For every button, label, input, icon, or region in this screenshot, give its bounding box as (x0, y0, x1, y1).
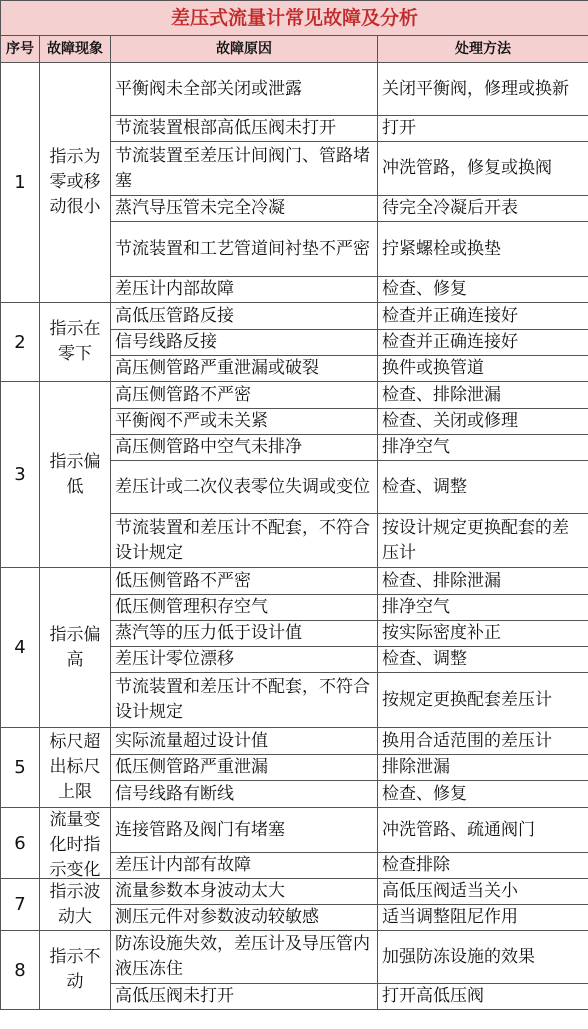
fault-cause: 低压侧管理积存空气 (111, 595, 378, 621)
group-number: 4 (1, 568, 40, 728)
fault-cause: 节流装置至差压计间阀门、管路堵塞 (111, 142, 378, 196)
fault-cause: 节流装置根部高低压阀未打开 (111, 116, 378, 142)
fault-cause: 差压计零位漂移 (111, 647, 378, 673)
fault-symptom-cell (40, 808, 111, 879)
table-row (1, 728, 588, 755)
fault-cause: 蒸汽等的压力低于设计值 (111, 621, 378, 647)
table-title: 差压式流量计常见故障及分析 (1, 1, 588, 36)
fix-method: 换件或换管道 (378, 356, 588, 382)
fault-cause: 高压侧管路严重泄漏或破裂 (111, 356, 378, 382)
fix-method: 按设计规定更换配套的差压计 (378, 514, 588, 568)
fix-method: 适当调整阻尼作用 (378, 905, 588, 931)
table-row (1, 931, 588, 984)
group-number: 8 (1, 931, 40, 1010)
fix-method: 打开 (378, 116, 588, 142)
fix-method: 排净空气 (378, 595, 588, 621)
fault-symptom: 指示偏低 (40, 382, 111, 568)
fault-cause: 信号线路有断线 (111, 781, 378, 808)
fault-cause: 蒸汽导压管未完全冷凝 (111, 196, 378, 222)
title-row (1, 1, 588, 36)
fault-cause: 差压计或二次仪表零位失调或变位 (111, 461, 378, 514)
header-method: 处理方法 (378, 36, 588, 63)
fault-symptom: 流量变化时指示变化 (49, 810, 101, 878)
fix-method: 检查、调整 (378, 461, 588, 514)
fault-cause: 高压侧管路中空气未排净 (111, 435, 378, 461)
fix-method: 按规定更换配套差压计 (378, 673, 588, 728)
fault-cause: 差压计内部有故障 (111, 853, 378, 879)
header-symptom: 故障现象 (40, 36, 111, 63)
fault-symptom: 指示在零下 (40, 303, 111, 382)
fault-cause: 测压元件对参数波动较敏感 (111, 905, 378, 931)
fault-cause: 防冻设施失效，差压计及导压管内液压冻住 (111, 931, 378, 984)
table-row (1, 303, 588, 330)
header-cause: 故障原因 (111, 36, 378, 63)
fix-method: 检查、排除泄漏 (378, 568, 588, 595)
group-number: 2 (1, 303, 40, 382)
fix-method: 检查、排除泄漏 (378, 382, 588, 409)
fix-method: 待完全冷凝后开表 (378, 196, 588, 222)
fix-method: 高低压阀适当关小 (378, 879, 588, 905)
fix-method: 检查、调整 (378, 647, 588, 673)
fault-cause: 节流装置和差压计不配套，不符合设计规定 (111, 514, 378, 568)
table-row (1, 808, 588, 853)
fix-method: 检查并正确连接好 (378, 330, 588, 356)
fault-cause: 节流装置和工艺管道间衬垫不严密 (111, 222, 378, 277)
fix-method: 排净空气 (378, 435, 588, 461)
group-number: 6 (1, 808, 40, 879)
fault-symptom: 指示为零或移动很小 (40, 63, 111, 303)
fix-method: 检查、修复 (378, 781, 588, 808)
group-number: 1 (1, 63, 40, 303)
fault-cause: 高低压阀未打开 (111, 984, 378, 1010)
fault-cause: 实际流量超过设计值 (111, 728, 378, 755)
table-row (1, 879, 588, 905)
fault-cause: 平衡阀未全部关闭或泄露 (111, 63, 378, 116)
fault-symptom: 指示波动大 (40, 879, 111, 931)
table-row (1, 568, 588, 595)
fault-symptom: 标尺超出标尺上限 (40, 728, 111, 808)
fix-method: 冲洗管路，修复或换阀 (378, 142, 588, 196)
fault-cause: 低压侧管路严重泄漏 (111, 755, 378, 781)
fix-method: 检查并正确连接好 (378, 303, 588, 330)
fix-method: 检查、修复 (378, 277, 588, 303)
header-no: 序号 (1, 36, 40, 63)
fault-cause: 高压侧管路不严密 (111, 382, 378, 409)
fault-cause: 节流装置和差压计不配套，不符合设计规定 (111, 673, 378, 728)
group-number: 3 (1, 382, 40, 568)
table-row (1, 382, 588, 409)
fault-cause: 流量参数本身波动太大 (111, 879, 378, 905)
fault-symptom: 指示不动 (40, 931, 111, 1010)
fix-method: 冲洗管路、疏通阀门 (378, 808, 588, 853)
fault-cause: 差压计内部故障 (111, 277, 378, 303)
fix-method: 打开高低压阀 (378, 984, 588, 1010)
fault-cause: 低压侧管路不严密 (111, 568, 378, 595)
fault-cause: 信号线路反接 (111, 330, 378, 356)
header-row (1, 36, 588, 63)
fix-method: 关闭平衡阀，修理或换新 (378, 63, 588, 116)
fix-method: 换用合适范围的差压计 (378, 728, 588, 755)
group-number: 7 (1, 879, 40, 931)
fix-method: 拧紧螺栓或换垫 (378, 222, 588, 277)
fix-method: 排除泄漏 (378, 755, 588, 781)
fix-method: 加强防冻设施的效果 (378, 931, 588, 984)
fault-cause: 高低压管路反接 (111, 303, 378, 330)
fix-method: 检查排除 (378, 853, 588, 879)
group-number: 5 (1, 728, 40, 808)
fix-method: 按实际密度补正 (378, 621, 588, 647)
fix-method: 检查、关闭或修理 (378, 409, 588, 435)
fault-cause: 平衡阀不严或未关紧 (111, 409, 378, 435)
fault-symptom: 指示偏高 (40, 568, 111, 728)
fault-cause: 连接管路及阀门有堵塞 (111, 808, 378, 853)
table-row (1, 63, 588, 116)
